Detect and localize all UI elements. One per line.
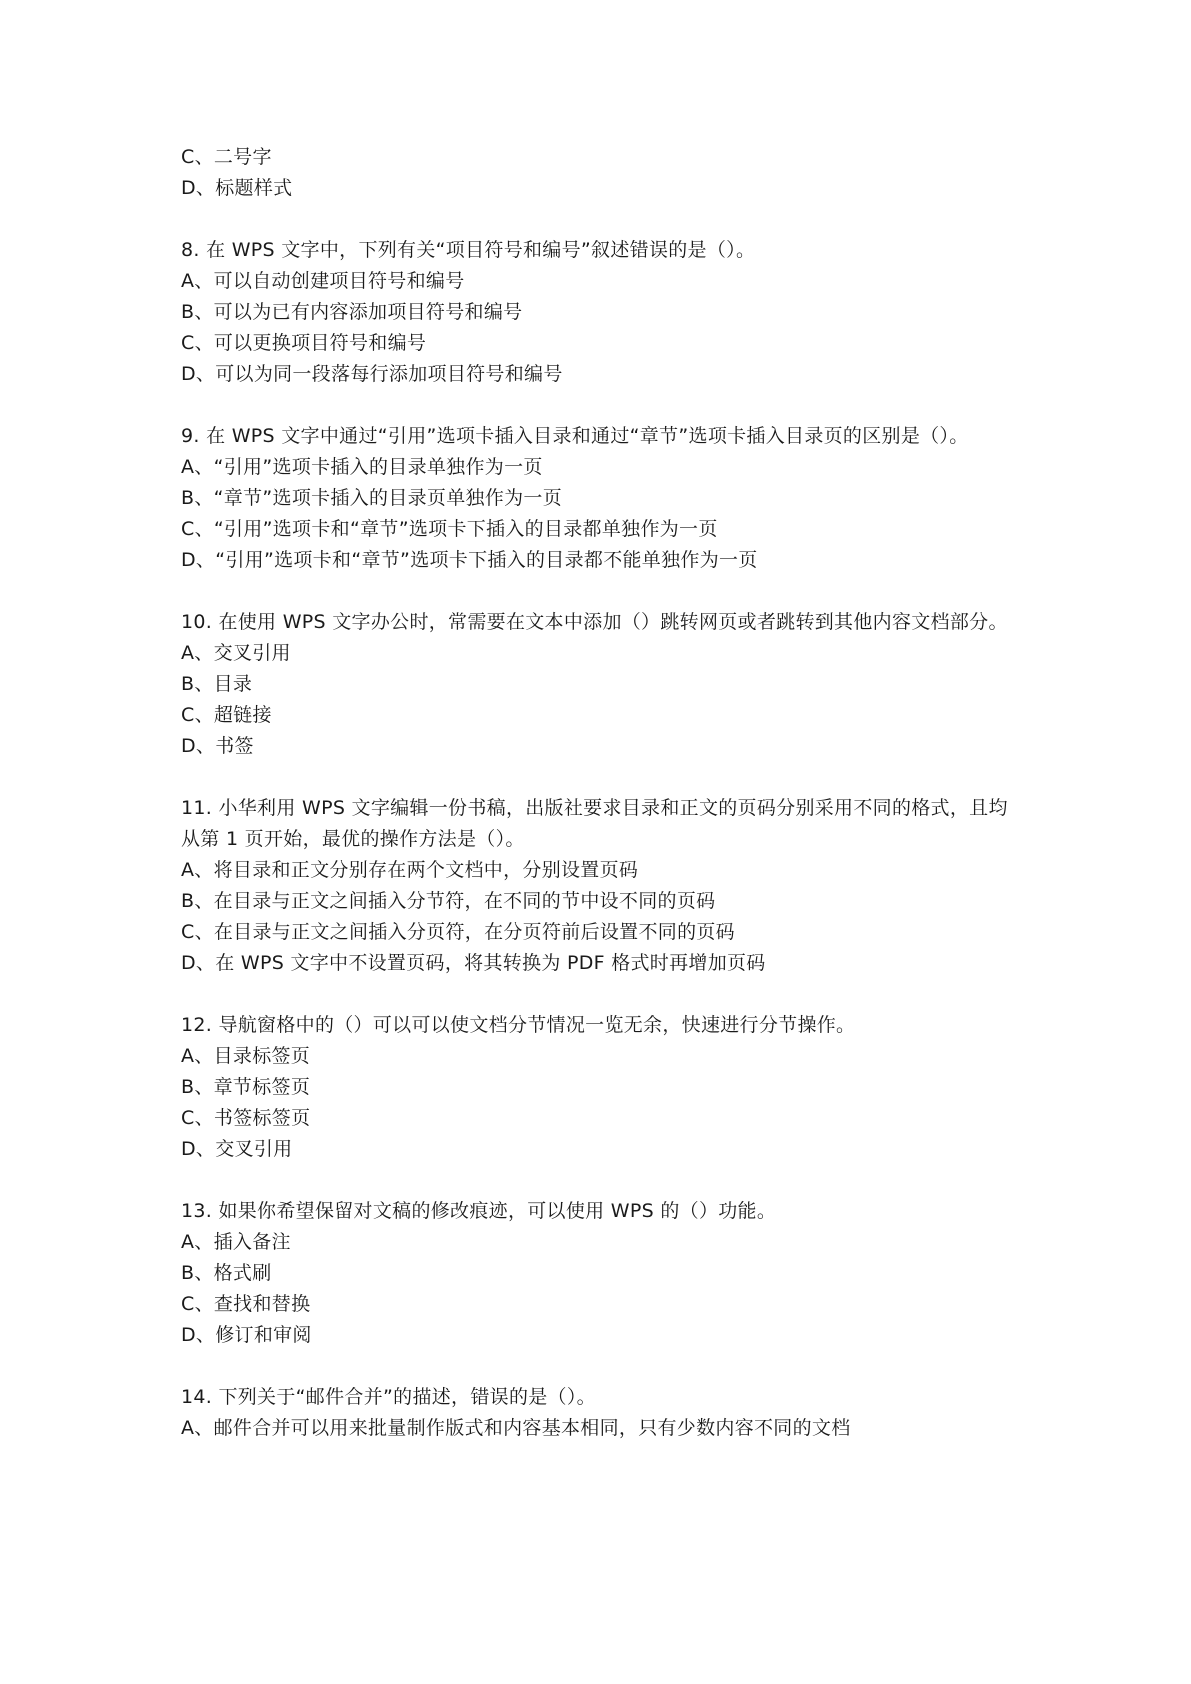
question-10 xyxy=(181,607,1021,762)
question-9 xyxy=(181,421,1021,576)
spacer xyxy=(181,576,1021,607)
option-line: C、超链接 xyxy=(181,704,272,726)
option-line: D、“引用”选项卡和“章节”选项卡下插入的目录都不能单独作为一页 xyxy=(181,549,758,571)
spacer xyxy=(181,390,1021,421)
document-body xyxy=(181,142,1021,1444)
option-line: D、可以为同一段落每行添加项目符号和编号 xyxy=(181,363,563,385)
option-line: B、在目录与正文之间插入分节符，在不同的节中设不同的页码 xyxy=(181,890,716,912)
option-line: B、格式刷 xyxy=(181,1262,272,1284)
option-line: D、修订和审阅 xyxy=(181,1324,312,1346)
option-line: A、交叉引用 xyxy=(181,642,291,664)
option-line: C、书签标签页 xyxy=(181,1107,311,1129)
option-line: C、二号字 xyxy=(181,146,272,168)
option-line: B、可以为已有内容添加项目符号和编号 xyxy=(181,301,523,323)
option-line: D、在 WPS 文字中不设置页码，将其转换为 PDF 格式时再增加页码 xyxy=(181,952,766,974)
question-text: 11. 小华利用 WPS 文字编辑一份书稿，出版社要求目录和正文的页码分别采用不同的格式，且均从第 1 页开始，最优的操作方法是（）。 xyxy=(181,797,1008,850)
option-line: D、标题样式 xyxy=(181,177,293,199)
option-line: B、章节标签页 xyxy=(181,1076,311,1098)
option-line: A、目录标签页 xyxy=(181,1045,311,1067)
question-11 xyxy=(181,793,1021,979)
question-14 xyxy=(181,1382,1021,1444)
option-line: A、可以自动创建项目符号和编号 xyxy=(181,270,465,292)
option-line: A、“引用”选项卡插入的目录单独作为一页 xyxy=(181,456,543,478)
question-text: 8. 在 WPS 文字中，下列有关“项目符号和编号”叙述错误的是（）。 xyxy=(181,239,756,261)
option-line: C、“引用”选项卡和“章节”选项卡下插入的目录都单独作为一页 xyxy=(181,518,718,540)
option-line: D、书签 xyxy=(181,735,254,757)
question-text: 14. 下列关于“邮件合并”的描述，错误的是（）。 xyxy=(181,1386,596,1408)
option-line: A、将目录和正文分别存在两个文档中，分别设置页码 xyxy=(181,859,639,881)
spacer xyxy=(181,204,1021,235)
question-text: 9. 在 WPS 文字中通过“引用”选项卡插入目录和通过“章节”选项卡插入目录页的区别是（）。 xyxy=(181,425,969,447)
option-line: C、查找和替换 xyxy=(181,1293,311,1315)
option-line: B、目录 xyxy=(181,673,253,695)
spacer xyxy=(181,1351,1021,1382)
question-text: 12. 导航窗格中的（）可以可以使文档分节情况一览无余，快速进行分节操作。 xyxy=(181,1014,856,1036)
question-12 xyxy=(181,1010,1021,1165)
question-text: 13. 如果你希望保留对文稿的修改痕迹，可以使用 WPS 的（）功能。 xyxy=(181,1200,777,1222)
spacer xyxy=(181,1165,1021,1196)
question-13 xyxy=(181,1196,1021,1351)
option-line: C、在目录与正文之间插入分页符，在分页符前后设置不同的页码 xyxy=(181,921,735,943)
spacer xyxy=(181,979,1021,1010)
option-line: C、可以更换项目符号和编号 xyxy=(181,332,427,354)
option-line: A、邮件合并可以用来批量制作版式和内容基本相同，只有少数内容不同的文档 xyxy=(181,1417,851,1439)
option-line: D、交叉引用 xyxy=(181,1138,293,1160)
spacer xyxy=(181,762,1021,793)
question-text: 10. 在使用 WPS 文字办公时，常需要在文本中添加（）跳转网页或者跳转到其他内容文档部分。 xyxy=(181,611,1008,633)
option-line: A、插入备注 xyxy=(181,1231,291,1253)
question-8 xyxy=(181,235,1021,390)
option-line: B、“章节”选项卡插入的目录页单独作为一页 xyxy=(181,487,563,509)
continuation-block xyxy=(181,142,1021,204)
